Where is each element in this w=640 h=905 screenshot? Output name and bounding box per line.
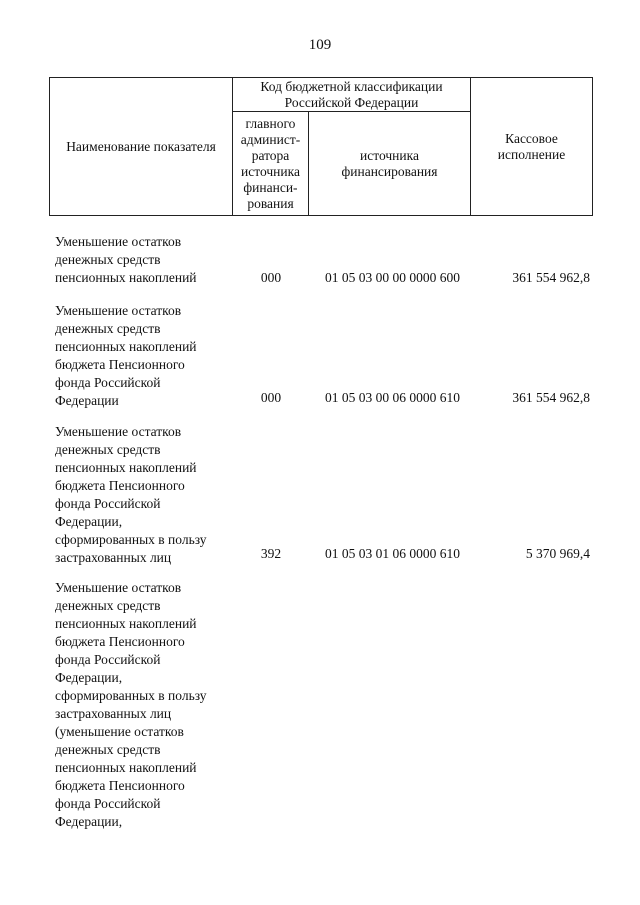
row-admin-code: 000: [260, 390, 282, 405]
page-number: 109: [308, 37, 332, 53]
row-source-code: 01 05 03 00 00 0000 600: [325, 270, 460, 285]
row-admin-code: 392: [260, 546, 282, 561]
header-indicator-name: Наименование показателя: [50, 78, 233, 216]
row-source-code: 01 05 03 01 06 0000 610: [325, 546, 460, 561]
table-header: [49, 77, 593, 216]
row-amount: 5 370 969,4: [525, 546, 590, 561]
row-amount: 361 554 962,8: [512, 390, 590, 405]
row-indicator-name: Уменьшение остатков денежных средств пенсионных накоплений бюджета Пенсионного фонда Российской Федерации, сформированных в пользу застрахованных лиц: [55, 424, 207, 565]
row-indicator-name: Уменьшение остатков денежных средств пенсионных накоплений бюджета Пенсионного фонда Российской Федерации: [55, 303, 197, 408]
header-financing-source: источника финансирования: [309, 112, 471, 216]
header-cash-execution: Кассовое исполнение: [471, 78, 593, 216]
header-budget-code-group: Код бюджетной классификации Российской Федерации: [233, 78, 471, 112]
row-amount: 361 554 962,8: [512, 270, 590, 285]
row-admin-code: 000: [260, 270, 282, 285]
row-indicator-name: Уменьшение остатков денежных средств пенсионных накоплений: [55, 234, 197, 285]
row-source-code: 01 05 03 00 06 0000 610: [325, 390, 460, 405]
header-chief-administrator: главного админист- ратора источника финанси- рования: [233, 112, 309, 216]
row-indicator-name: Уменьшение остатков денежных средств пенсионных накоплений бюджета Пенсионного фонда Российской Федерации, сформированных в пользу застрахованных лиц (уменьшение остатков денежных средств пенсионных накоплений бюджета Пенсионного фонда Российской Федерации,: [55, 580, 207, 829]
